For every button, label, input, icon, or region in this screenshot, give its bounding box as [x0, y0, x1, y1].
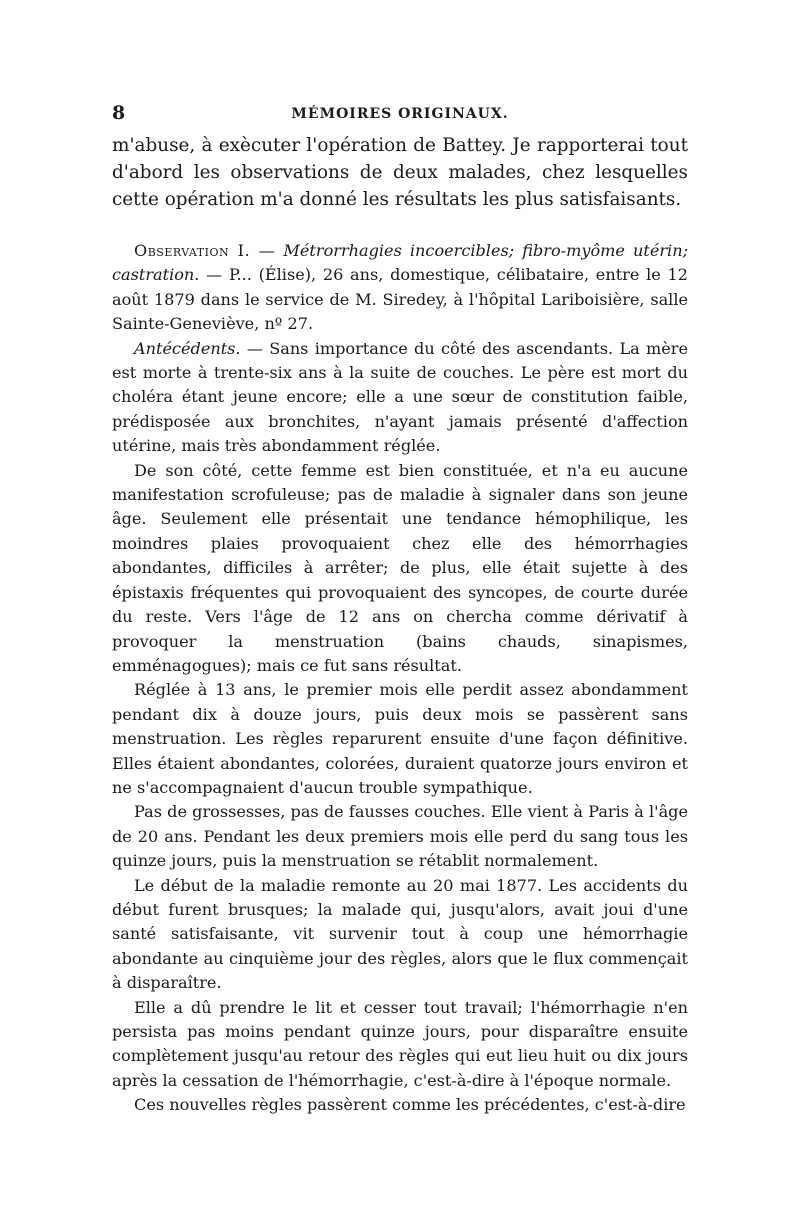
- paragraph-constitution: De son côté, cette femme est bien constituée, et n'a eu aucune manifestation scrofuleuse; pas de maladie à signaler dans son jeune âge. Seulement elle présentait une tendance hémophilique, les moindres plaies provoquaient chez elle des hémorrhagies abondantes, difficiles à arrêter; de plus, elle était sujette à des épistaxis fréquentes qui provoquaient des syncopes, de courte durée du reste. Vers l'âge de 12 ans on chercha comme dérivatif à provoquer la menstruation (bains chauds, sinapismes, emménagogues); mais ce fut sans résultat.: [112, 460, 688, 675]
- observation-label: Observation I. —: [134, 241, 276, 260]
- observation-title: Métrorrhagies incoercibles; fibro-myôme utérin; castration.: [112, 241, 688, 285]
- running-title: MÉMOIRES ORIGINAUX.: [291, 106, 509, 122]
- paragraph-hemorrhagie: Elle a dû prendre le lit et cesser tout travail; l'hémorrhagie n'en persista pas moins pendant quinze jours, pour disparaître ensuite complètement jusqu'au retour des règles qui eut lieu huit ou dix jours après la cessation de l'hémorrhagie, c'est-à-dire à l'époque normale.: [112, 997, 688, 1090]
- paragraph-nouvelles-regles: Ces nouvelles règles passèrent comme les précédentes, c'est-à-dire: [134, 1095, 686, 1115]
- intro-paragraph: m'abuse, à exècuter l'opération de Battey. Je rapporterai tout d'abord les observations de deux malades, chez lesquelles cette opération m'a donné les résultats les plus satisfaisants.: [112, 135, 688, 210]
- page-number: 8: [112, 102, 126, 124]
- paragraph-debut-maladie: Le début de la maladie remonte au 20 mai 1877. Les accidents du début furent brusques; la malade qui, jusqu'alors, avait joui d'une santé satisfaisante, vit survenir tout à coup une hémorrhagie abondante au cinquième jour des règles, alors que le flux commençait à disparaître.: [112, 875, 688, 993]
- paragraph-menstruation: Réglée à 13 ans, le premier mois elle perdit assez abondamment pendant dix à douze jours, puis deux mois se passèrent sans menstruation. Les règles reparurent ensuite d'une façon définitive. Elles étaient abondantes, colorées, duraient quatorze jours environ et ne s'accompagnaient d'aucun trouble sympathique.: [112, 680, 688, 797]
- paragraph-grossesses: Pas de grossesses, pas de fausses couches. Elle vient à Paris à l'âge de 20 ans. Pendant les deux premiers mois elle perd du sang tous les quinze jours, puis la menstruation se rétablit normalement.: [112, 802, 688, 871]
- observation-text: — P... (Élise), 26 ans, domestique, célibataire, entre le 12 août 1879 dans le service de M. Siredey, à l'hôpital Lariboisière, salle Sainte-Geneviève, nº 27.: [112, 265, 688, 334]
- antecedents-paragraph: [112, 337, 688, 459]
- book-page: [112, 102, 688, 1118]
- running-head: [112, 102, 688, 132]
- antecedents-text: — Sans importance du côté des ascendants. La mère est morte à trente-six ans à la suite de couches. Le père est mort du choléra étant jeune encore; elle a une sœur de constitution faible, prédisposée aux bronchites, n'ayant jamais présenté d'affection utérine, mais très abondamment réglée.: [112, 338, 688, 456]
- observation-heading-paragraph: [112, 239, 688, 337]
- antecedents-label: Antécédents.: [134, 338, 241, 358]
- observation-body: [112, 239, 688, 1118]
